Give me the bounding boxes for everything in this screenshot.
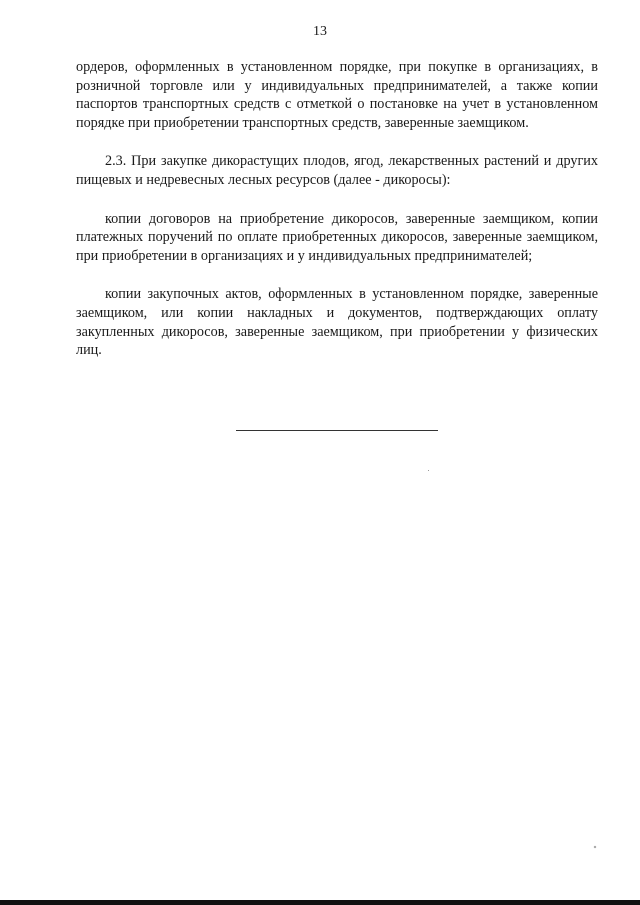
paragraph-section-2-3: 2.3. При закупке дикорастущих плодов, ягод, лекарственных растений и других пищевых и недревесных лесных ресурсов (далее - дикоросы): (76, 153, 598, 188)
end-separator-line (236, 430, 438, 431)
paragraph-continuation: ордеров, оформленных в установленном порядке, при покупке в организациях, в розничной торговле или у индивидуальных предпринимателей, а также копии паспортов транспортных средств с отметкой о постановке на учет в установленном порядке при приобретении транспортных средств, заверенные заемщиком. (76, 59, 598, 131)
page-number: 13 (313, 24, 327, 39)
document-body (76, 58, 598, 380)
scan-speck (594, 846, 597, 849)
paragraph-purchase-acts: копии закупочных актов, оформленных в установленном порядке, заверенные заемщиком, или копии накладных и документов, подтверждающих оплату закупленных дикоросов, заверенные заемщиком, при приобретении у физических лиц. (76, 286, 598, 359)
scan-speck (428, 470, 429, 471)
paragraph-contracts-copies: копии договоров на приобретение дикоросов, заверенные заемщиком, копии платежных поручений по оплате приобретенных дикоросов, заверенные заемщиком, при приобретении в организациях и у индивидуальных предпринимателей; (76, 210, 598, 264)
scan-bottom-edge (0, 900, 640, 905)
